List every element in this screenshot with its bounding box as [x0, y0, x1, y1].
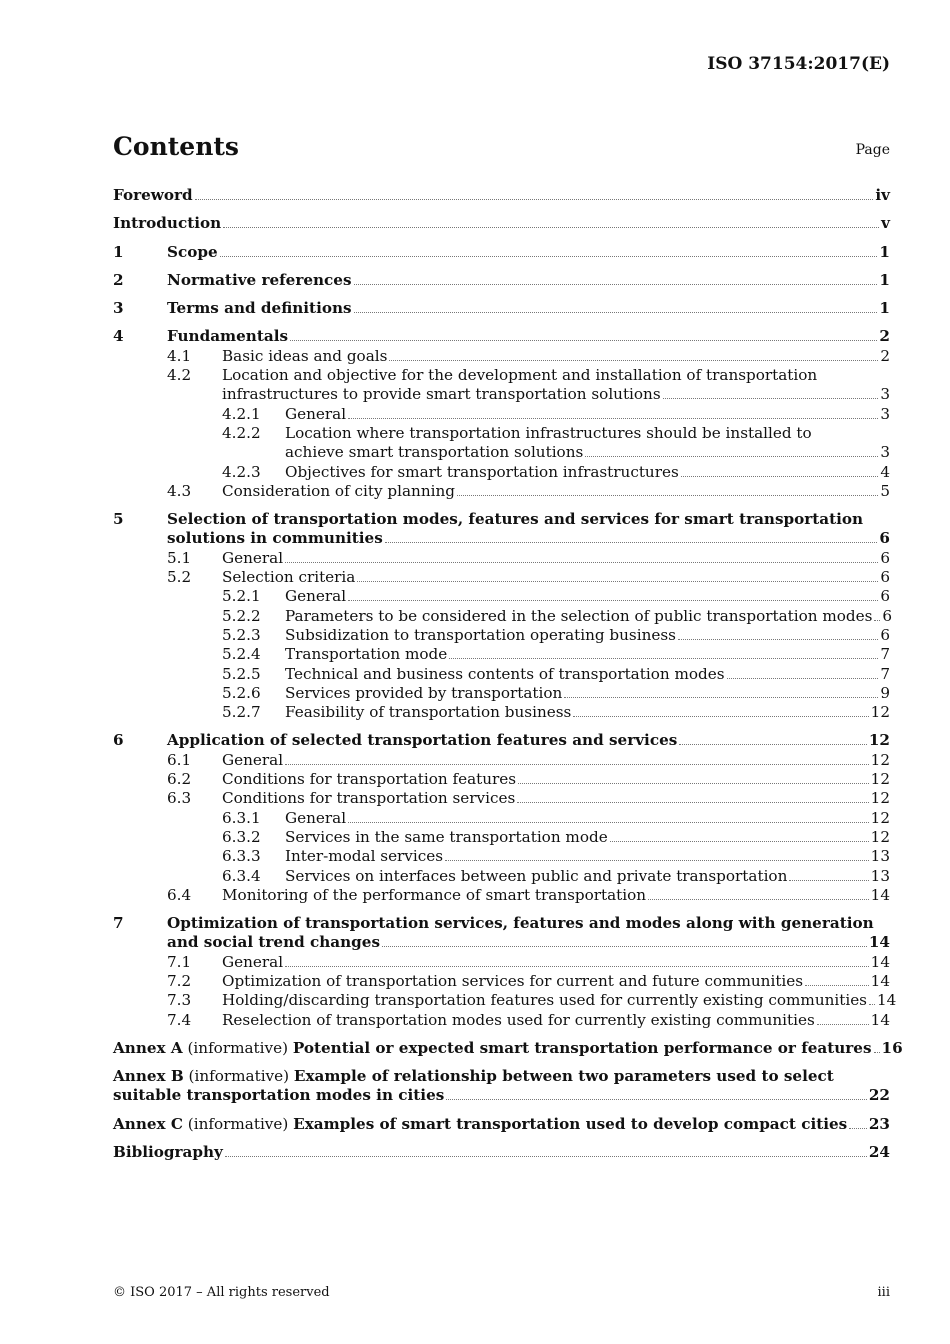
toc-entry-title: General [285, 404, 347, 423]
toc-entry-title: suitable transportation modes in cities [113, 1086, 445, 1105]
toc-entry-title: Services on interfaces between public and private transportation [285, 866, 788, 885]
toc-entry-number: 5.2.7 [222, 703, 261, 722]
leader-dots [517, 802, 868, 803]
toc-page-number: 14 [876, 991, 897, 1010]
leader-dots [679, 744, 867, 745]
toc-entry[interactable] [113, 606, 893, 626]
toc-entry-title: and social trend changes [167, 933, 381, 952]
toc-entry-title: Subsidization to transportation operating business [285, 625, 676, 644]
toc-entry-number: 5.2 [167, 568, 192, 587]
toc-entry-number: 1 [113, 242, 124, 261]
leader-dots [874, 620, 880, 621]
toc-entry-title: General [222, 952, 284, 971]
toc-entry-title: Selection of transportation modes, features and services for smart transportation [167, 510, 864, 529]
toc-entry-number: 4.2.3 [222, 462, 261, 481]
toc-entry-number: 2 [113, 270, 124, 289]
toc-entry-number: 7.1 [167, 952, 192, 971]
toc-entry-number: 6.3.3 [222, 847, 261, 866]
leader-dots [648, 899, 869, 900]
leader-dots [573, 716, 868, 717]
toc-entry-number: 5.2.2 [222, 606, 261, 625]
toc-page-number: 14 [870, 1010, 890, 1029]
toc-page-number: 6 [880, 548, 890, 567]
toc-entry[interactable] [113, 914, 890, 953]
toc-entry-title: Optimization of transportation services for current and future communities [222, 971, 804, 990]
toc-entry[interactable] [113, 366, 890, 405]
toc-entry-number: 6.4 [167, 885, 192, 904]
toc-entry[interactable] [113, 1067, 890, 1106]
annex-type: (informative) [183, 1067, 294, 1086]
leader-dots [382, 946, 867, 947]
leader-dots [389, 360, 878, 361]
annex-type: (informative) [182, 1114, 294, 1133]
leader-dots [678, 639, 878, 640]
toc-page-number: 12 [870, 750, 890, 769]
leader-dots [223, 227, 879, 228]
toc-page-number: 13 [870, 847, 890, 866]
toc-entry[interactable] [113, 510, 890, 549]
toc-entry-title: General [222, 548, 284, 567]
toc-entry-title: solutions in communities [167, 529, 383, 548]
toc-entry-title: Terms and definitions [167, 299, 352, 318]
toc-page-number: 14 [870, 952, 890, 971]
toc-page-number: 1 [879, 270, 890, 289]
leader-dots [869, 1004, 875, 1005]
toc-page-number: 3 [880, 443, 890, 462]
toc-entry[interactable] [113, 347, 890, 366]
toc-entry-title: Technical and business contents of transportation modes [285, 664, 725, 683]
toc-entry-title: Services provided by transportation [285, 683, 563, 702]
leader-dots [354, 284, 878, 285]
toc-page-number: 7 [880, 645, 890, 664]
toc-entry-title: Holding/discarding transportation features used for currently existing communities [222, 991, 867, 1010]
toc-entry-title: Examples of smart transportation used to develop compact cities [293, 1114, 848, 1133]
toc-entry-title: Scope [167, 242, 218, 261]
toc-entry-number: 6.1 [167, 750, 192, 769]
toc-entry-title: General [222, 750, 284, 769]
toc-entry-number: 4.3 [167, 481, 192, 500]
leader-dots [285, 966, 869, 967]
toc-entry-number: 4.1 [167, 346, 192, 365]
toc-entry-number: 6.3.1 [222, 808, 261, 827]
leader-dots [874, 1052, 880, 1053]
toc-entry[interactable] [113, 1115, 890, 1134]
toc-entry[interactable] [113, 271, 890, 290]
leader-dots [585, 456, 878, 457]
toc-entry[interactable] [113, 751, 890, 770]
toc-entry-title: Potential or expected smart transportation performance or features [292, 1038, 872, 1057]
toc-entry-title: Services in the same transportation mode [285, 827, 608, 846]
toc-entry[interactable] [113, 953, 890, 972]
toc-page-number: 12 [870, 789, 890, 808]
toc-entry-number: 7 [113, 914, 124, 933]
leader-dots [285, 764, 869, 765]
toc-entry[interactable] [113, 327, 890, 346]
leader-dots [663, 398, 879, 399]
leader-dots [290, 340, 877, 341]
toc-entry[interactable] [113, 214, 890, 233]
toc-entry[interactable] [113, 424, 890, 463]
toc-entry-title: infrastructures to provide smart transportation solutions [222, 385, 661, 404]
document-id: ISO 37154:2017(E) [707, 54, 890, 74]
toc-page-number: 12 [870, 808, 890, 827]
toc-page-number: 6 [880, 587, 890, 606]
toc-entry[interactable] [113, 809, 890, 828]
toc-page-number: 13 [870, 866, 890, 885]
toc-entry-title: Objectives for smart transportation infrastructures [285, 462, 679, 481]
toc-entry[interactable] [113, 731, 890, 750]
toc-entry-title: Location where transportation infrastructures should be installed to [285, 423, 812, 442]
leader-dots [805, 985, 869, 986]
toc-entry-number: 5 [113, 510, 124, 529]
toc-entry[interactable] [113, 299, 890, 318]
toc-page-number: 1 [879, 299, 890, 318]
toc-page-number: 6 [880, 625, 890, 644]
annex-label: Annex A [113, 1038, 183, 1057]
annex-label: Annex C [113, 1114, 183, 1133]
toc-entry[interactable] [113, 991, 897, 1010]
toc-entry-number: 5.2.3 [222, 625, 261, 644]
toc-entry-number: 4 [113, 327, 124, 346]
toc-page-number: 16 [881, 1038, 903, 1057]
toc-page-number: 24 [868, 1143, 890, 1162]
toc-entry-number: 4.2.1 [222, 404, 261, 423]
table-of-contents [113, 186, 903, 1162]
toc-entry-title: Normative references [167, 270, 352, 289]
toc-page-number: 22 [868, 1086, 890, 1105]
toc-entry-number: 6.3 [167, 789, 192, 808]
leader-dots [195, 199, 874, 200]
toc-entry[interactable] [113, 828, 890, 847]
toc-entry-title: Transportation mode [285, 645, 448, 664]
toc-entry-title: Introduction [113, 214, 222, 233]
toc-page-number: 1 [879, 242, 890, 261]
leader-dots [789, 880, 868, 881]
annex-type: (informative) [182, 1038, 293, 1057]
toc-page-number: 14 [870, 971, 890, 990]
toc-entry[interactable] [113, 186, 890, 205]
toc-entry-title: Application of selected transportation features and services [167, 731, 678, 750]
toc-entry[interactable] [113, 867, 890, 886]
toc-entry[interactable] [113, 1011, 890, 1030]
toc-page-number: 2 [879, 327, 890, 346]
leader-dots [285, 562, 878, 563]
leader-dots [457, 495, 878, 496]
toc-entry[interactable] [113, 770, 890, 789]
toc-page-number: 12 [870, 827, 890, 846]
toc-entry[interactable] [113, 626, 890, 645]
leader-dots [681, 476, 879, 477]
toc-entry-title: Selection criteria [222, 568, 356, 587]
leader-dots [518, 783, 869, 784]
toc-page-number: 6 [882, 606, 893, 625]
toc-entry-title: Monitoring of the performance of smart transportation [222, 885, 647, 904]
leader-dots [849, 1128, 867, 1129]
toc-entry[interactable] [113, 847, 890, 866]
toc-entry-title: Conditions for transportation features [222, 770, 517, 789]
toc-page-number: v [881, 214, 890, 233]
toc-entry[interactable] [113, 243, 890, 262]
leader-dots [220, 256, 878, 257]
toc-entry-title: Feasibility of transportation business [285, 703, 572, 722]
toc-page-number: 4 [880, 462, 890, 481]
toc-entry-title: General [285, 587, 347, 606]
toc-entry-title: General [285, 808, 347, 827]
toc-entry-number: 4.2 [167, 366, 192, 385]
toc-page-number: 7 [880, 664, 890, 683]
leader-dots [610, 841, 869, 842]
toc-entry[interactable] [113, 587, 890, 606]
leader-dots [354, 312, 878, 313]
footer-page-number: iii [877, 1285, 890, 1300]
toc-page-number: iv [875, 186, 890, 204]
toc-entry-title: achieve smart transportation solutions [285, 443, 584, 462]
toc-entry-number: 7.2 [167, 971, 192, 990]
toc-page-number: 14 [868, 933, 890, 952]
toc-page-number: 6 [880, 568, 890, 587]
toc-page-number: 12 [870, 770, 890, 789]
leader-dots [445, 860, 869, 861]
toc-page-number: 12 [868, 731, 890, 750]
toc-entry-number: 5.1 [167, 548, 192, 567]
toc-entry[interactable] [113, 665, 890, 684]
leader-dots [348, 822, 869, 823]
toc-page-number: 14 [870, 885, 890, 904]
toc-page-number: 3 [880, 385, 890, 404]
annex-label: Annex B [113, 1067, 184, 1086]
toc-entry[interactable] [113, 463, 890, 482]
toc-entry-number: 4.2.2 [222, 423, 261, 442]
footer-copyright: © ISO 2017 – All rights reserved [113, 1285, 330, 1300]
toc-entry-number: 6 [113, 731, 124, 750]
toc-entry-number: 5.2.4 [222, 645, 261, 664]
toc-entry[interactable] [113, 549, 890, 568]
leader-dots [727, 678, 879, 679]
toc-page-number: 6 [879, 529, 890, 548]
toc-entry-title: Consideration of city planning [222, 481, 455, 500]
toc-entry-number: 7.4 [167, 1010, 192, 1029]
leader-dots [348, 418, 878, 419]
toc-entry-number: 6.2 [167, 770, 192, 789]
toc-entry-title: Location and objective for the development and installation of transportation [222, 366, 818, 385]
toc-entry[interactable] [113, 405, 890, 424]
toc-entry-title: Optimization of transportation services, features and modes along with generation [167, 914, 874, 933]
toc-entry[interactable] [113, 789, 890, 808]
toc-entry-title: Foreword [113, 186, 193, 204]
toc-entry-title: Reselection of transportation modes used for currently existing communities [222, 1010, 815, 1029]
leader-dots [817, 1024, 869, 1025]
toc-entry-number: 3 [113, 299, 124, 318]
toc-entry[interactable] [113, 684, 890, 703]
leader-dots [446, 1099, 867, 1100]
contents-heading: Contents [113, 132, 240, 161]
toc-entry-number: 5.2.1 [222, 587, 261, 606]
toc-entry-number: 7.3 [167, 991, 192, 1010]
toc-entry-title: Basic ideas and goals [222, 346, 388, 365]
toc-page-number: 3 [880, 404, 890, 423]
toc-entry-title: Fundamentals [167, 327, 289, 346]
toc-entry-title: Example of relationship between two parameters used to select [293, 1067, 834, 1086]
toc-entry-number: 6.3.4 [222, 866, 261, 885]
toc-entry[interactable] [113, 482, 890, 501]
toc-entry-number: 6.3.2 [222, 827, 261, 846]
toc-page-number: 5 [880, 481, 890, 500]
page-column-label: Page [855, 142, 890, 158]
toc-page-number: 2 [880, 346, 890, 365]
toc-entry[interactable] [113, 972, 890, 991]
leader-dots [225, 1156, 867, 1157]
toc-entry-title: Inter-modal services [285, 847, 444, 866]
leader-dots [564, 697, 878, 698]
toc-entry-number: 5.2.5 [222, 664, 261, 683]
toc-entry[interactable] [113, 703, 890, 722]
toc-page-number: 12 [870, 703, 890, 722]
toc-page-number: 9 [880, 683, 890, 702]
leader-dots [449, 658, 878, 659]
leader-dots [348, 600, 878, 601]
toc-page-number: 23 [868, 1114, 890, 1133]
toc-entry-title: Bibliography [113, 1143, 223, 1162]
toc-entry[interactable] [113, 645, 890, 664]
toc-entry-title: Parameters to be considered in the selection of public transportation modes [285, 606, 873, 625]
toc-entry[interactable] [113, 886, 890, 905]
toc-entry[interactable] [113, 568, 890, 587]
leader-dots [385, 542, 878, 543]
toc-entry-number: 5.2.6 [222, 683, 261, 702]
toc-entry[interactable] [113, 1038, 903, 1058]
toc-entry-title: Conditions for transportation services [222, 789, 516, 808]
leader-dots [357, 581, 878, 582]
toc-entry[interactable] [113, 1143, 890, 1162]
